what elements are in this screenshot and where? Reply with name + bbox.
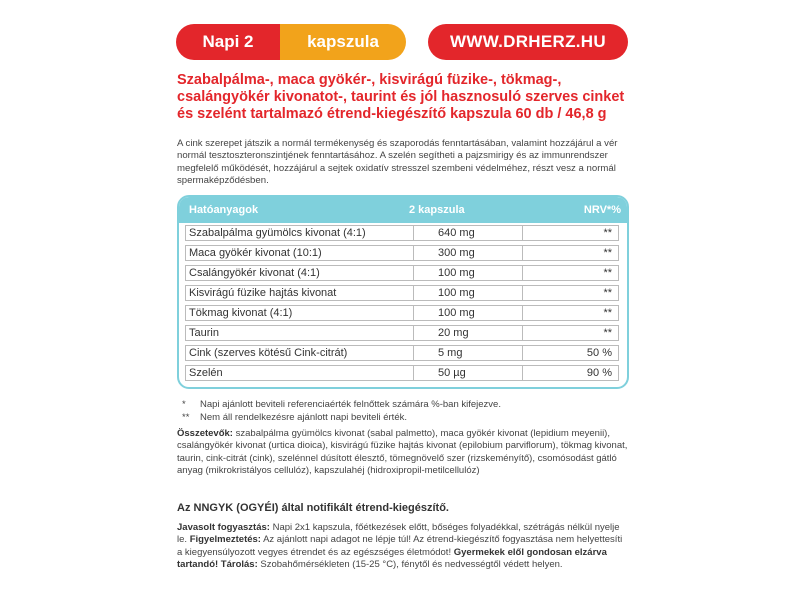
- row-name: Maca gyökér kivonat (10:1): [185, 245, 413, 261]
- row-name: Cink (szerves kötésű Cink-citrát): [185, 345, 413, 361]
- row-amount: 300 mg: [413, 245, 523, 261]
- row-name: Tökmag kivonat (4:1): [185, 305, 413, 321]
- row-nrv: **: [523, 225, 619, 241]
- row-name: Csalángyökér kivonat (4:1): [185, 265, 413, 281]
- row-amount: 100 mg: [413, 285, 523, 301]
- table-row: [179, 303, 627, 323]
- ingredients-label: Összetevők:: [177, 428, 233, 439]
- row-nrv: 50 %: [523, 345, 619, 361]
- footnote-mark: *: [182, 399, 186, 410]
- storage-label: Gyermekek elől gondosan elzárva tartandó! Tárolás:: [177, 546, 607, 570]
- table-row: [179, 243, 627, 263]
- row-nrv: **: [523, 265, 619, 281]
- row-amount: 50 µg: [413, 365, 523, 381]
- table-row: [179, 323, 627, 343]
- footnote-mark: **: [182, 412, 190, 423]
- daily-dose-badge: [176, 24, 406, 60]
- row-nrv: 90 %: [523, 365, 619, 381]
- row-amount: 100 mg: [413, 305, 523, 321]
- notification-notice: Az NNGYK (OGYÉI) által notifikált étrend-kiegészítő.: [177, 502, 449, 514]
- footnote-text: Nem áll rendelkezésre ajánlott napi beviteli érték.: [200, 412, 407, 423]
- unit-label: kapszula: [280, 24, 406, 60]
- table-row: [179, 343, 627, 363]
- table-row: [179, 283, 627, 303]
- row-amount: 100 mg: [413, 265, 523, 281]
- header-amount: 2 kapszula: [409, 204, 465, 216]
- intro-text: A cink szerepet játszik a normál termékenység és szaporodás fenntartásában, valamint hozzájárul a vér normál tesztoszteronszintjének fenntartásához. A szelén segítheti a pajzsmirigy és az immunrendszer megfelelő működését, hozzájárul a sejtek oxidatív stresszel szembeni védelméhez, részt vesz a normál spermaképződésben.: [177, 138, 618, 186]
- row-name: Kisvirágú füzike hajtás kivonat: [185, 285, 413, 301]
- storage-text: Szobahőmérsékleten (15-25 °C), fénytől és nedvességtől védett helyen.: [257, 558, 563, 570]
- row-name: Szabalpálma gyümölcs kivonat (4:1): [185, 225, 413, 241]
- row-nrv: **: [523, 325, 619, 341]
- footnote: [182, 398, 622, 411]
- nutrition-table: [177, 195, 629, 389]
- table-row: [179, 363, 627, 383]
- table-row: [179, 223, 627, 243]
- row-amount: 640 mg: [413, 225, 523, 241]
- usage-block: [177, 522, 629, 571]
- footnote-text: Napi ajánlott beviteli referenciaérték felnőttek számára %-ban kifejezve.: [200, 399, 501, 410]
- row-amount: 5 mg: [413, 345, 523, 361]
- dose-label: Napi 2: [176, 24, 280, 60]
- row-nrv: **: [523, 245, 619, 261]
- ingredients-text: szabalpálma gyümölcs kivonat (sabal palmetto), maca gyökér kivonat (lepidium meyenii), csalángyökér kivonat (urtica dioica), kisvirágú füzike hajtás kivonat (epilobium parviflorum), tökmag kivonat, taurin, cink-citrát (cink), szelénnel dúsított élesztő, tömegnövelő szer (rizskeményítő), csomósodást gátló anyag (mikrokristályos cellulóz), kapszulahéj (hidroxipropil-metilcellulóz): [177, 428, 628, 476]
- ingredients-block: [177, 428, 629, 477]
- footnote: [182, 411, 622, 424]
- header-nrv: NRV*%: [583, 204, 621, 216]
- usage-label: Javasolt fogyasztás:: [177, 522, 270, 533]
- warning-text: Az ajánlott napi adagot ne lépje túl! Az étrend-kiegészítő fogyasztása nem helyettesíti a kiegyensúlyozott vegyes étrendet és az egészséges életmódot!: [177, 534, 623, 558]
- header-ingredients: Hatóanyagok: [189, 204, 259, 216]
- row-amount: 20 mg: [413, 325, 523, 341]
- product-headline: Szabalpálma-, maca gyökér-, kisvirágú füzike-, tökmag-, csalángyökér kivonatot-, taurint és jól hasznosuló szerves cinket és szelént tartalmazó étrend-kiegészítő kapszula 60 db / 46,8 g: [177, 72, 625, 122]
- row-name: Szelén: [185, 365, 413, 381]
- row-name: Taurin: [185, 325, 413, 341]
- table-row: [179, 263, 627, 283]
- footnotes: [182, 398, 622, 424]
- usage-text: Napi 2x1 kapszula, főétkezések előtt, bőséges folyadékkal, szétrágás nélkül nyelje le.: [177, 522, 620, 546]
- website-url-badge: WWW.DRHERZ.HU: [428, 24, 628, 60]
- row-nrv: **: [523, 285, 619, 301]
- row-nrv: **: [523, 305, 619, 321]
- product-label: [170, 10, 630, 595]
- warning-label: Figyelmeztetés:: [189, 534, 261, 546]
- table-header: [179, 197, 627, 223]
